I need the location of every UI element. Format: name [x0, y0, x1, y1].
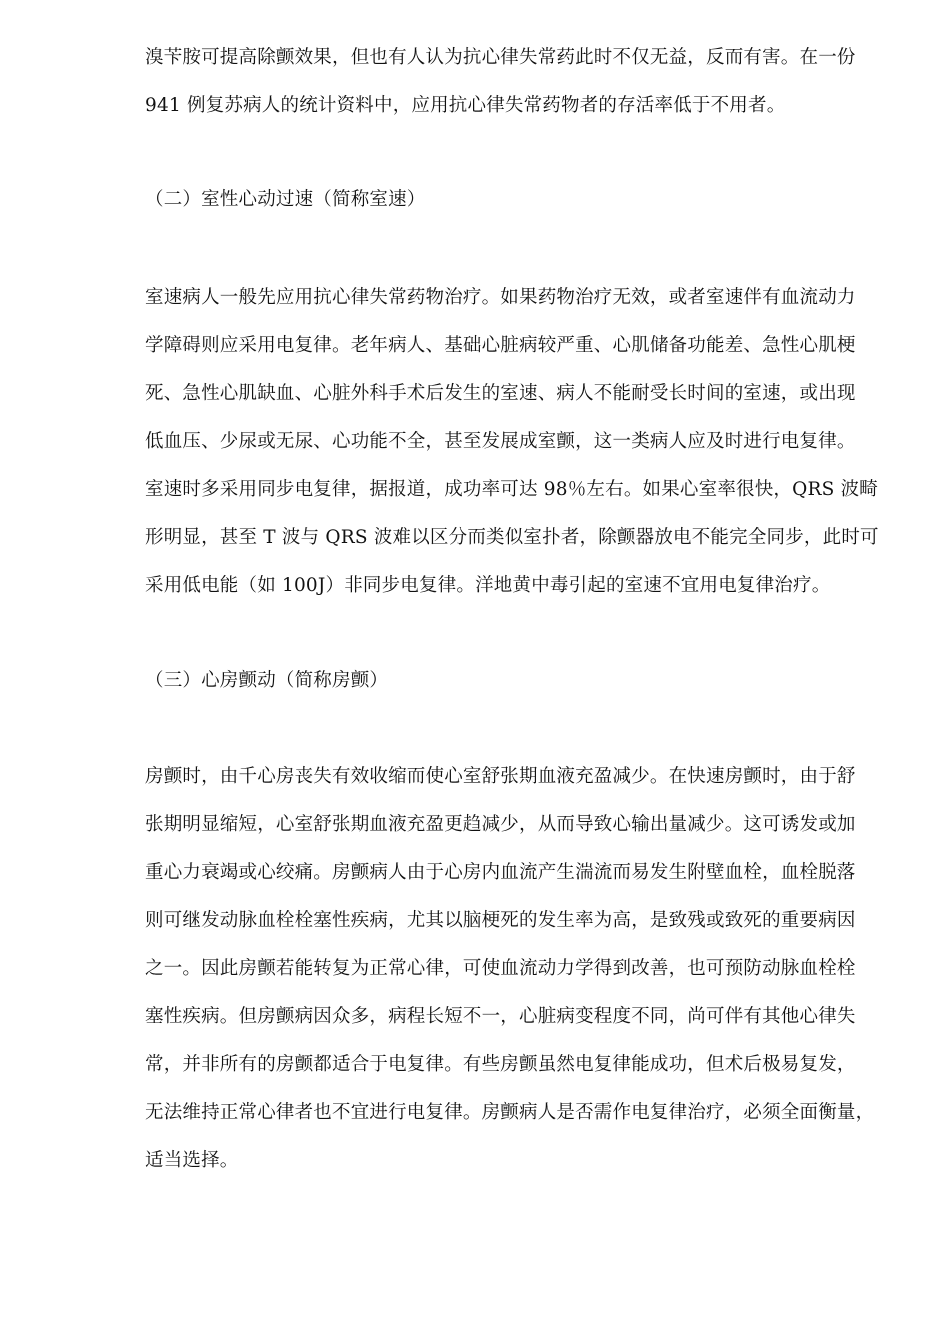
paragraph-line: 死、急性心肌缺血、心脏外科手术后发生的室速、病人不能耐受长时间的室速，或出现 [145, 383, 856, 404]
paragraph-line: 常，并非所有的房颤都适合于电复律。有些房颤虽然电复律能成功，但术后极易复发， [145, 1054, 856, 1075]
paragraph-line: 适当选择。 [145, 1150, 239, 1171]
paragraph-line: 学障碍则应采用电复律。老年病人、基础心脏病较严重、心肌储备功能差、急性心肌梗 [145, 335, 856, 356]
paragraph-line: 则可继发动脉血栓栓塞性疾病，尤其以脑梗死的发生率为高，是致残或致死的重要病因 [145, 910, 856, 931]
paragraph-line: 溴苄胺可提高除颤效果，但也有人认为抗心律失常药此时不仅无益，反而有害。在一份 [145, 47, 856, 68]
paragraph-line: 房颤时，由千心房丧失有效收缩而使心室舒张期血液充盈减少。在快速房颤时，由于舒 [145, 766, 856, 787]
paragraph-line: 941 例复苏病人的统计资料中，应用抗心律失常药物者的存活率低于不用者。 [145, 95, 786, 116]
section-heading: （三）心房颤动（简称房颤） [145, 670, 389, 691]
paragraph-line: 张期明显缩短，心室舒张期血液充盈更趋减少，从而导致心输出量减少。这可诱发或加 [145, 814, 856, 835]
paragraph-line: 无法维持正常心律者也不宜进行电复律。房颤病人是否需作电复律治疗，必须全面衡量， [145, 1102, 875, 1123]
paragraph-line: 之一。因此房颤若能转复为正常心律，可使血流动力学得到改善，也可预防动脉血栓栓 [145, 958, 856, 979]
paragraph-line: 形明显，甚至 T 波与 QRS 波难以区分而类似室扑者，除颤器放电不能完全同步，此时可 [145, 527, 879, 548]
paragraph-line: 低血压、少尿或无尿、心功能不全，甚至发展成室颤，这一类病人应及时进行电复律。 [145, 431, 856, 452]
section-heading: （二）室性心动过速（简称室速） [145, 189, 426, 210]
paragraph-line: 塞性疾病。但房颤病因众多，病程长短不一，心脏病变程度不同，尚可伴有其他心律失 [145, 1006, 856, 1027]
paragraph-line: 室速病人一般先应用抗心律失常药物治疗。如果药物治疗无效，或者室速伴有血流动力 [145, 287, 856, 308]
paragraph-line: 采用低电能（如 100J）非同步电复律。洋地黄中毒引起的室速不宜用电复律治疗。 [145, 575, 831, 596]
paragraph-line: 重心力衰竭或心绞痛。房颤病人由于心房内血流产生湍流而易发生附壁血栓，血栓脱落 [145, 862, 856, 883]
paragraph-line: 室速时多采用同步电复律，据报道，成功率可达 98％左右。如果心室率很快，QRS 波畸 [145, 479, 878, 500]
